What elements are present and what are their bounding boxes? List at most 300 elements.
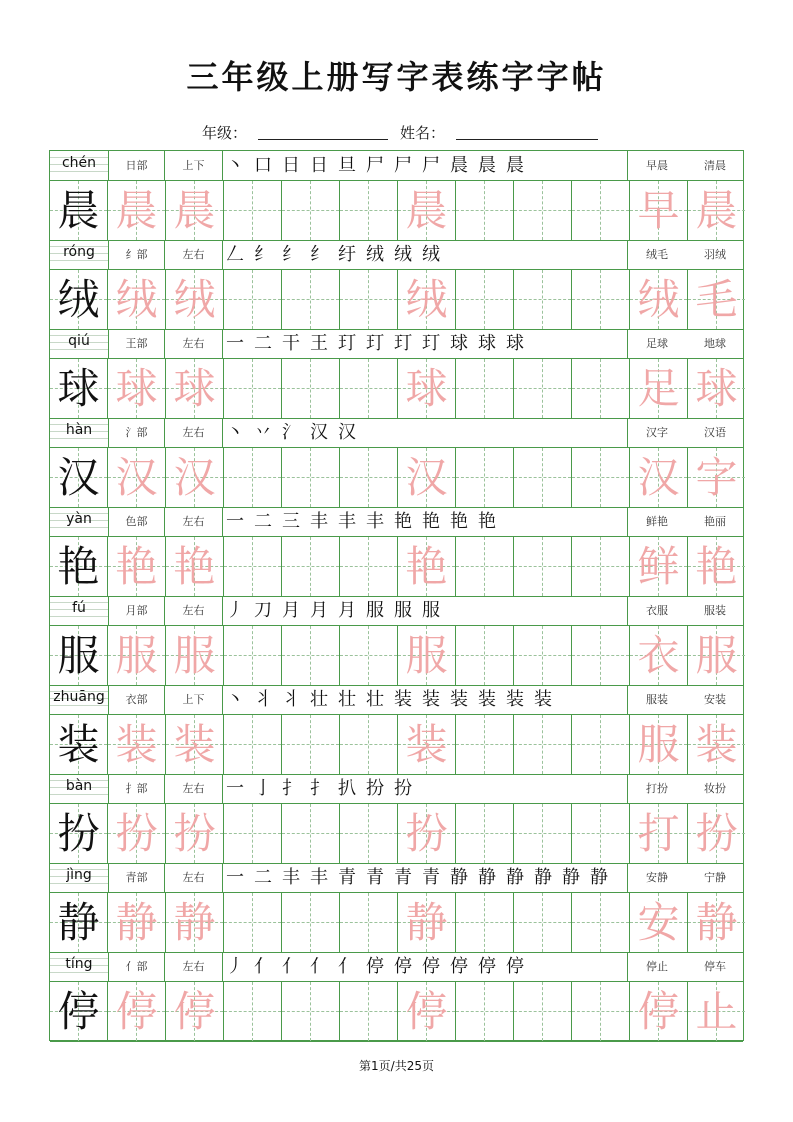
grid-guide-line — [514, 566, 571, 567]
practice-cell[interactable] — [688, 270, 745, 329]
pinyin: fú — [72, 600, 86, 616]
model-character: 静 — [57, 898, 100, 947]
practice-cell[interactable] — [224, 448, 282, 507]
grid-guide-line — [456, 210, 513, 211]
stroke-step: 青 — [422, 867, 441, 888]
grid-guide-line — [514, 655, 571, 656]
stroke-step: 丬 — [254, 689, 273, 710]
radical: 色部 — [109, 507, 165, 536]
pinyin-cell — [50, 774, 109, 803]
practice-cell[interactable] — [630, 804, 688, 863]
practice-cell[interactable] — [166, 448, 224, 507]
practice-cell[interactable] — [456, 804, 514, 863]
practice-cell[interactable] — [224, 270, 282, 329]
grid-guide-line — [224, 744, 281, 745]
practice-cell[interactable] — [572, 270, 630, 329]
grid-guide-line — [572, 922, 629, 923]
grid-guide-line — [514, 299, 571, 300]
practice-cell[interactable] — [166, 270, 224, 329]
grid-guide-line — [340, 566, 397, 567]
trace-character: 静 — [405, 898, 448, 947]
stroke-step: 亻 — [338, 956, 357, 977]
character-row — [50, 596, 743, 685]
stroke-step: 丶 — [226, 422, 245, 443]
practice-cell[interactable] — [688, 893, 745, 952]
stroke-step: 一 — [226, 511, 245, 532]
practice-cell[interactable] — [282, 893, 340, 952]
practice-cell[interactable] — [398, 982, 456, 1041]
example-words — [627, 507, 744, 536]
practice-cell[interactable] — [514, 270, 572, 329]
pinyin-cell — [50, 151, 109, 180]
practice-cell[interactable] — [398, 448, 456, 507]
practice-cell[interactable] — [282, 804, 340, 863]
stroke-step: 球 — [450, 333, 469, 354]
pinyin-cell — [50, 952, 109, 981]
stroke-step: 玎 — [394, 333, 413, 354]
practice-cell[interactable] — [398, 270, 456, 329]
stroke-step: 静 — [450, 867, 469, 888]
stroke-order — [226, 153, 525, 179]
practice-cell[interactable] — [340, 626, 398, 685]
practice-cell[interactable] — [572, 181, 630, 240]
example-word: 羽绒 — [704, 248, 726, 261]
practice-cell[interactable] — [224, 804, 282, 863]
trace-word-character: 晨 — [695, 186, 738, 235]
model-character: 扮 — [57, 809, 100, 858]
stroke-step: 三 — [282, 511, 301, 532]
stroke-step: 一 — [226, 333, 245, 354]
practice-cell[interactable] — [572, 893, 630, 952]
practice-cell[interactable] — [166, 893, 224, 952]
practice-cell[interactable] — [456, 626, 514, 685]
stroke-step: 绒 — [422, 244, 441, 265]
practice-cell[interactable] — [282, 181, 340, 240]
example-word: 足球 — [646, 337, 668, 350]
practice-cell[interactable] — [224, 359, 282, 418]
practice-cell[interactable] — [282, 982, 340, 1041]
pinyin-cell — [50, 329, 109, 358]
grid-guide-line — [456, 566, 513, 567]
grade-label: 年级： — [202, 124, 248, 142]
pinyin: róng — [63, 244, 95, 260]
structure: 左右 — [165, 329, 223, 358]
stroke-step: 装 — [450, 689, 469, 710]
pinyin-guide-line — [50, 438, 108, 439]
grid-guide-line — [456, 299, 513, 300]
stroke-order — [226, 331, 525, 357]
trace-character: 晨 — [115, 186, 158, 235]
character-row — [50, 418, 743, 507]
structure: 上下 — [165, 151, 223, 180]
stroke-step: 亻 — [282, 956, 301, 977]
practice-cell[interactable] — [398, 893, 456, 952]
example-words — [627, 329, 744, 358]
stroke-step: 静 — [506, 867, 525, 888]
grid-guide-line — [456, 833, 513, 834]
model-character: 球 — [57, 364, 100, 413]
practice-cell[interactable] — [108, 715, 166, 774]
practice-cell[interactable] — [166, 982, 224, 1041]
practice-cell[interactable] — [688, 448, 745, 507]
grid-guide-line — [282, 299, 339, 300]
stroke-step: 停 — [506, 956, 525, 977]
example-word: 艳丽 — [704, 515, 726, 528]
practice-cell[interactable] — [514, 715, 572, 774]
grid-guide-line — [514, 1011, 571, 1012]
radical: 扌部 — [109, 774, 165, 803]
trace-character: 绒 — [173, 275, 216, 324]
practice-cell[interactable] — [514, 537, 572, 596]
practice-cell[interactable] — [456, 181, 514, 240]
practice-cell[interactable] — [456, 448, 514, 507]
stroke-step: 青 — [338, 867, 357, 888]
radical: 日部 — [109, 151, 165, 180]
practice-cell[interactable] — [166, 359, 224, 418]
stroke-step: 日 — [282, 155, 301, 176]
practice-cell[interactable] — [340, 715, 398, 774]
practice-cell[interactable] — [514, 804, 572, 863]
practice-cell[interactable] — [340, 982, 398, 1041]
stroke-step: 装 — [478, 689, 497, 710]
practice-cell[interactable] — [224, 626, 282, 685]
name-field[interactable] — [456, 139, 598, 140]
practice-grid — [50, 537, 743, 597]
grid-guide-line — [282, 566, 339, 567]
example-words — [627, 863, 744, 892]
stroke-step: 绒 — [366, 244, 385, 265]
practice-cell[interactable] — [50, 893, 108, 952]
character-row — [50, 952, 743, 1041]
stroke-step: 静 — [478, 867, 497, 888]
practice-cell[interactable] — [572, 359, 630, 418]
stroke-order — [226, 420, 357, 446]
practice-cell[interactable] — [282, 448, 340, 507]
practice-cell[interactable] — [224, 982, 282, 1041]
grid-guide-line — [340, 833, 397, 834]
pinyin: bàn — [65, 778, 93, 794]
stroke-step: 静 — [590, 867, 609, 888]
practice-cell[interactable] — [630, 448, 688, 507]
grid-guide-line — [282, 655, 339, 656]
radical: 月部 — [109, 596, 165, 625]
practice-cell[interactable] — [630, 626, 688, 685]
practice-cell[interactable] — [166, 804, 224, 863]
stroke-step: 球 — [478, 333, 497, 354]
stroke-step: 球 — [506, 333, 525, 354]
practice-cell[interactable] — [340, 448, 398, 507]
grid-guide-line — [224, 388, 281, 389]
practice-cell[interactable] — [50, 715, 108, 774]
pinyin-guide-line — [50, 260, 108, 261]
practice-cell[interactable] — [572, 537, 630, 596]
practice-cell[interactable] — [282, 626, 340, 685]
practice-cell[interactable] — [630, 893, 688, 952]
character-row — [50, 685, 743, 774]
pinyin-guide-line — [50, 349, 108, 350]
pinyin: zhuāng — [53, 689, 105, 705]
grid-guide-line — [514, 744, 571, 745]
grid-guide-line — [340, 388, 397, 389]
practice-cell[interactable] — [688, 537, 745, 596]
radical: 纟部 — [109, 240, 165, 269]
trace-character: 艳 — [405, 542, 448, 591]
practice-cell[interactable] — [108, 181, 166, 240]
practice-cell[interactable] — [282, 537, 340, 596]
structure: 左右 — [165, 863, 223, 892]
grid-guide-line — [340, 744, 397, 745]
practice-cell[interactable] — [630, 359, 688, 418]
stroke-step: 装 — [422, 689, 441, 710]
practice-cell[interactable] — [340, 181, 398, 240]
practice-cell[interactable] — [688, 181, 745, 240]
stroke-step: 静 — [562, 867, 581, 888]
grid-guide-line — [340, 922, 397, 923]
practice-cell[interactable] — [398, 359, 456, 418]
grid-guide-line — [456, 477, 513, 478]
stroke-step: 停 — [366, 956, 385, 977]
practice-cell[interactable] — [340, 359, 398, 418]
stroke-step: 装 — [394, 689, 413, 710]
practice-cell[interactable] — [108, 626, 166, 685]
trace-word-character: 鲜 — [637, 542, 680, 591]
example-word: 鲜艳 — [646, 515, 668, 528]
practice-cell[interactable] — [456, 982, 514, 1041]
stroke-step: 扮 — [394, 778, 413, 799]
pinyin-cell — [50, 507, 109, 536]
practice-cell[interactable] — [688, 626, 745, 685]
grid-guide-line — [340, 1011, 397, 1012]
practice-cell[interactable] — [282, 270, 340, 329]
practice-cell[interactable] — [166, 537, 224, 596]
grid-guide-line — [514, 210, 571, 211]
practice-cell[interactable] — [630, 537, 688, 596]
grid-guide-line — [514, 833, 571, 834]
practice-cell[interactable] — [108, 982, 166, 1041]
practice-cell[interactable] — [398, 537, 456, 596]
trace-word-character: 静 — [695, 898, 738, 947]
trace-word-character: 安 — [637, 898, 680, 947]
stroke-step: 二 — [254, 867, 273, 888]
trace-character: 绒 — [115, 275, 158, 324]
grid-guide-line — [572, 210, 629, 211]
trace-word-character: 毛 — [695, 275, 738, 324]
practice-cell[interactable] — [688, 359, 745, 418]
practice-cell[interactable] — [630, 181, 688, 240]
trace-character: 球 — [115, 364, 158, 413]
trace-character: 球 — [173, 364, 216, 413]
practice-cell[interactable] — [282, 359, 340, 418]
trace-character: 绒 — [405, 275, 448, 324]
practice-cell[interactable] — [108, 270, 166, 329]
radical: 青部 — [109, 863, 165, 892]
pinyin: qiú — [68, 333, 90, 349]
model-character: 停 — [57, 987, 100, 1036]
grid-guide-line — [282, 744, 339, 745]
stroke-step: 丰 — [338, 511, 357, 532]
stroke-step: 纡 — [338, 244, 357, 265]
practice-cell[interactable] — [572, 715, 630, 774]
stroke-step: 亻 — [310, 956, 329, 977]
practice-cell[interactable] — [50, 359, 108, 418]
character-row — [50, 507, 743, 596]
practice-cell[interactable] — [456, 537, 514, 596]
trace-character: 服 — [405, 631, 448, 680]
stroke-step: 扌 — [282, 778, 301, 799]
example-word: 汉字 — [646, 426, 668, 439]
practice-cell[interactable] — [340, 804, 398, 863]
structure: 左右 — [165, 596, 223, 625]
pinyin-guide-line — [50, 616, 108, 617]
grid-guide-line — [514, 477, 571, 478]
practice-cell[interactable] — [340, 893, 398, 952]
practice-cell[interactable] — [50, 982, 108, 1041]
example-words — [627, 596, 744, 625]
practice-cell[interactable] — [688, 982, 745, 1041]
practice-cell[interactable] — [50, 181, 108, 240]
practice-cell[interactable] — [108, 537, 166, 596]
radical: 亻部 — [109, 952, 165, 981]
grade-field[interactable] — [258, 139, 388, 140]
trace-word-character: 扮 — [695, 809, 738, 858]
name-label: 姓名： — [400, 124, 446, 142]
stroke-step: 二 — [254, 511, 273, 532]
practice-cell[interactable] — [166, 626, 224, 685]
row-info — [50, 596, 743, 626]
practice-cell[interactable] — [398, 626, 456, 685]
trace-word-character: 服 — [637, 720, 680, 769]
pinyin-cell — [50, 685, 109, 714]
practice-cell[interactable] — [224, 893, 282, 952]
practice-cell[interactable] — [456, 270, 514, 329]
practice-cell[interactable] — [50, 804, 108, 863]
pinyin-guide-line — [50, 705, 108, 706]
practice-cell[interactable] — [572, 804, 630, 863]
practice-cell[interactable] — [514, 982, 572, 1041]
practice-cell[interactable] — [456, 893, 514, 952]
trace-character: 晨 — [173, 186, 216, 235]
practice-cell[interactable] — [398, 715, 456, 774]
grid-guide-line — [340, 655, 397, 656]
practice-cell[interactable] — [340, 537, 398, 596]
grid-guide-line — [340, 210, 397, 211]
practice-cell[interactable] — [50, 448, 108, 507]
grid-guide-line — [456, 922, 513, 923]
stroke-step: 服 — [422, 600, 441, 621]
stroke-order — [226, 242, 441, 268]
stroke-step: 晨 — [478, 155, 497, 176]
trace-character: 停 — [115, 987, 158, 1036]
stroke-order — [226, 598, 441, 624]
practice-cell[interactable] — [514, 893, 572, 952]
stroke-step: 月 — [282, 600, 301, 621]
practice-cell[interactable] — [166, 715, 224, 774]
practice-cell[interactable] — [456, 715, 514, 774]
example-words — [627, 774, 744, 803]
example-word: 服装 — [646, 693, 668, 706]
practice-grid — [50, 448, 743, 508]
row-info — [50, 418, 743, 448]
stroke-step: 口 — [254, 155, 273, 176]
stroke-step: 静 — [534, 867, 553, 888]
grid-guide-line — [224, 833, 281, 834]
practice-cell[interactable] — [108, 804, 166, 863]
practice-cell[interactable] — [456, 359, 514, 418]
practice-cell[interactable] — [224, 715, 282, 774]
practice-grid — [50, 181, 743, 241]
grid-guide-line — [282, 833, 339, 834]
stroke-order — [226, 865, 609, 891]
stroke-step: 玎 — [366, 333, 385, 354]
practice-cell[interactable] — [514, 181, 572, 240]
practice-cell[interactable] — [166, 181, 224, 240]
practice-cell[interactable] — [398, 804, 456, 863]
practice-cell[interactable] — [108, 448, 166, 507]
stroke-step: 绒 — [394, 244, 413, 265]
practice-cell[interactable] — [572, 982, 630, 1041]
grid-guide-line — [456, 388, 513, 389]
practice-cell[interactable] — [514, 359, 572, 418]
example-word: 清晨 — [704, 159, 726, 172]
practice-cell[interactable] — [572, 448, 630, 507]
practice-cell[interactable] — [340, 270, 398, 329]
stroke-step: 艳 — [422, 511, 441, 532]
model-character: 装 — [57, 720, 100, 769]
practice-cell[interactable] — [282, 715, 340, 774]
radical: 衣部 — [109, 685, 165, 714]
trace-word-character: 止 — [695, 987, 738, 1036]
practice-cell[interactable] — [688, 715, 745, 774]
model-character: 晨 — [57, 186, 100, 235]
example-words — [627, 418, 744, 447]
example-word: 宁静 — [704, 871, 726, 884]
practice-cell[interactable] — [108, 893, 166, 952]
practice-cell[interactable] — [572, 626, 630, 685]
practice-cell[interactable] — [630, 270, 688, 329]
character-row — [50, 863, 743, 952]
stroke-step: 服 — [366, 600, 385, 621]
practice-cell[interactable] — [630, 715, 688, 774]
stroke-step: 晨 — [506, 155, 525, 176]
practice-cell[interactable] — [50, 626, 108, 685]
grid-guide-line — [572, 388, 629, 389]
practice-cell[interactable] — [514, 626, 572, 685]
practice-cell[interactable] — [514, 448, 572, 507]
practice-grid — [50, 982, 743, 1042]
row-info — [50, 240, 743, 270]
practice-cell[interactable] — [108, 359, 166, 418]
grid-guide-line — [572, 299, 629, 300]
practice-cell[interactable] — [688, 804, 745, 863]
practice-cell[interactable] — [50, 270, 108, 329]
practice-grid — [50, 626, 743, 686]
practice-cell[interactable] — [224, 181, 282, 240]
stroke-step: 丷 — [254, 422, 273, 443]
stroke-step: 丰 — [366, 511, 385, 532]
practice-cell[interactable] — [398, 181, 456, 240]
pinyin-cell — [50, 863, 109, 892]
practice-cell[interactable] — [224, 537, 282, 596]
trace-character: 汉 — [115, 453, 158, 502]
practice-cell[interactable] — [630, 982, 688, 1041]
stroke-step: 丶 — [226, 155, 245, 176]
stroke-step: 扮 — [366, 778, 385, 799]
pinyin-guide-line — [50, 527, 108, 528]
stroke-step: 纟 — [282, 244, 301, 265]
practice-cell[interactable] — [50, 537, 108, 596]
grid-guide-line — [340, 299, 397, 300]
row-info — [50, 507, 743, 537]
